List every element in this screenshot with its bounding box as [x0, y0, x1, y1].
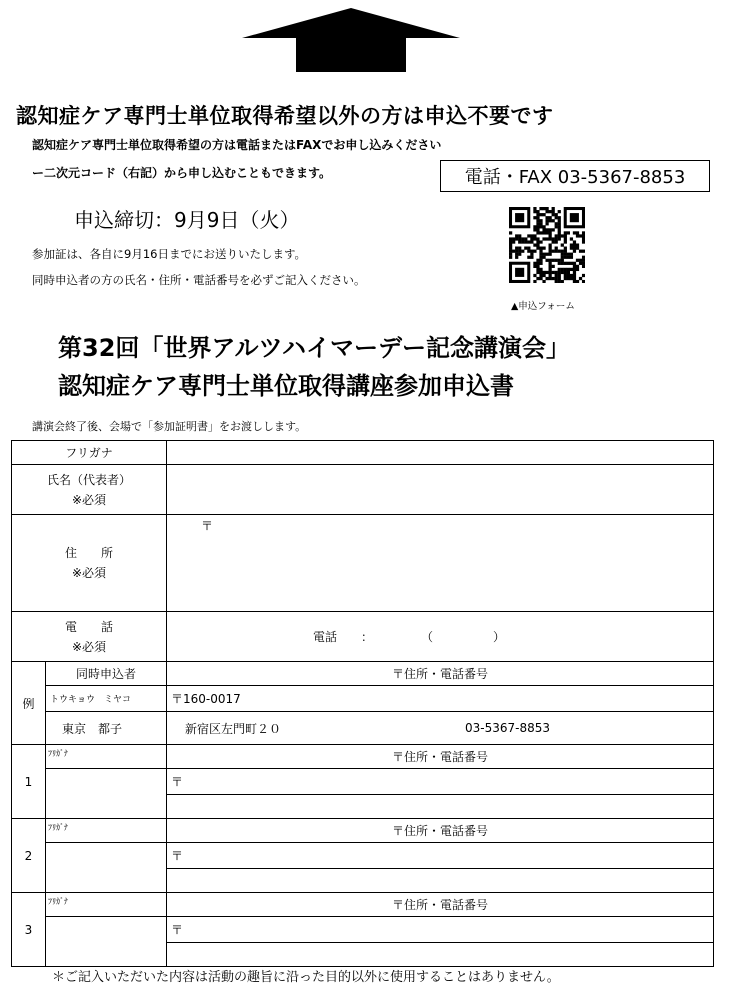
row-2-postal-mark: 〒 [171, 849, 184, 863]
row-3-addr-phone-header: 〒住所・電話番号 [167, 893, 714, 917]
co-applicant-note: 同時申込者の方の氏名・住所・電話番号を必ずご記入ください。 [32, 273, 366, 287]
required-mark: ※必須 [71, 566, 107, 580]
row-2-furigana-label: ﾌﾘｶﾞﾅ [48, 823, 68, 832]
row-3-furigana-cell[interactable] [46, 893, 167, 917]
application-form-table [11, 440, 714, 967]
form-note: 講演会終了後、会場で「参加証明書」をお渡しします。 [32, 420, 307, 433]
row-3-furigana-label: ﾌﾘｶﾞﾅ [48, 897, 68, 906]
phone-input[interactable] [167, 612, 714, 662]
row-3-name-input[interactable] [46, 917, 167, 967]
name-input[interactable] [167, 465, 714, 515]
certificate-note: 参加証は、各自に9月16日までにお送りいたします。 [32, 247, 307, 261]
row-1-address-input[interactable] [167, 795, 714, 819]
name-label [12, 465, 167, 515]
row-1-postal-mark: 〒 [171, 775, 184, 789]
example-kana: トウキョウ ミヤコ [46, 686, 167, 712]
row-2-furigana-cell[interactable] [46, 819, 167, 843]
example-phone: 03-5367-8853 [465, 721, 551, 735]
address-label-text: 住 所 [64, 546, 113, 560]
address-input[interactable] [167, 515, 714, 612]
row-3-address-input[interactable] [167, 943, 714, 967]
phone-label [12, 612, 167, 662]
phone-field-text: 電話 ： （ ） [313, 630, 506, 644]
row-3-number: 3 [12, 893, 46, 967]
postal-mark: 〒 [201, 519, 214, 533]
furigana-label: フリガナ [12, 441, 167, 465]
example-postal: 〒160-0017 [167, 686, 714, 712]
phone-fax-number: 電話・FAX 03-5367-8853 [464, 167, 686, 188]
addr-phone-header: 〒住所・電話番号 [167, 662, 714, 686]
required-mark: ※必須 [71, 492, 107, 507]
row-2-name-input[interactable] [46, 843, 167, 893]
example-row-label: 例 [12, 662, 46, 745]
qr-caption: ▲申込フォーム [511, 301, 575, 312]
row-2-addr-phone-header: 〒住所・電話番号 [167, 819, 714, 843]
example-address-cell [167, 712, 714, 745]
example-name: 東京 都子 [46, 712, 167, 745]
phone-label-text: 電 話 [64, 619, 113, 634]
row-1-furigana-cell[interactable] [46, 745, 167, 769]
furigana-input[interactable] [167, 441, 714, 465]
instruction-line-2: ー二次元コード（右記）から申し込むこともできます。 [32, 166, 332, 180]
row-1-addr-phone-header: 〒住所・電話番号 [167, 745, 714, 769]
row-3-postal[interactable] [167, 917, 714, 943]
phone-fax-box [440, 160, 710, 192]
form-title-line-2: 認知症ケア専門士単位取得講座参加申込書 [58, 372, 514, 400]
up-arrow-icon [242, 8, 460, 72]
row-2-address-input[interactable] [167, 869, 714, 893]
address-label [12, 515, 167, 612]
row-3-postal-mark: 〒 [171, 923, 184, 937]
headline: 認知症ケア専門士単位取得希望以外の方は申込不要です [16, 104, 554, 128]
required-mark: ※必須 [71, 639, 107, 654]
row-1-number: 1 [12, 745, 46, 819]
row-2-number: 2 [12, 819, 46, 893]
example-address: 新宿区左門町２０ [185, 721, 282, 736]
name-label-text: 氏名（代表者） [46, 472, 131, 487]
form-title-line-1: 第32回「世界アルツハイマーデー記念講演会」 [58, 334, 570, 362]
row-1-furigana-label: ﾌﾘｶﾞﾅ [48, 749, 68, 758]
row-1-postal[interactable] [167, 769, 714, 795]
deadline: 申込締切：9月9日（火） [74, 208, 300, 232]
instruction-line-1: 認知症ケア専門士単位取得希望の方は電話またはFAXでお申し込みください [32, 138, 442, 152]
row-2-postal[interactable] [167, 843, 714, 869]
privacy-footer: ＊ご記入いただいた内容は活動の趣旨に沿った目的以外に使用することはありません。 [52, 970, 560, 985]
qr-code[interactable] [509, 207, 585, 283]
row-1-name-input[interactable] [46, 769, 167, 819]
co-applicant-header: 同時申込者 [46, 662, 167, 686]
